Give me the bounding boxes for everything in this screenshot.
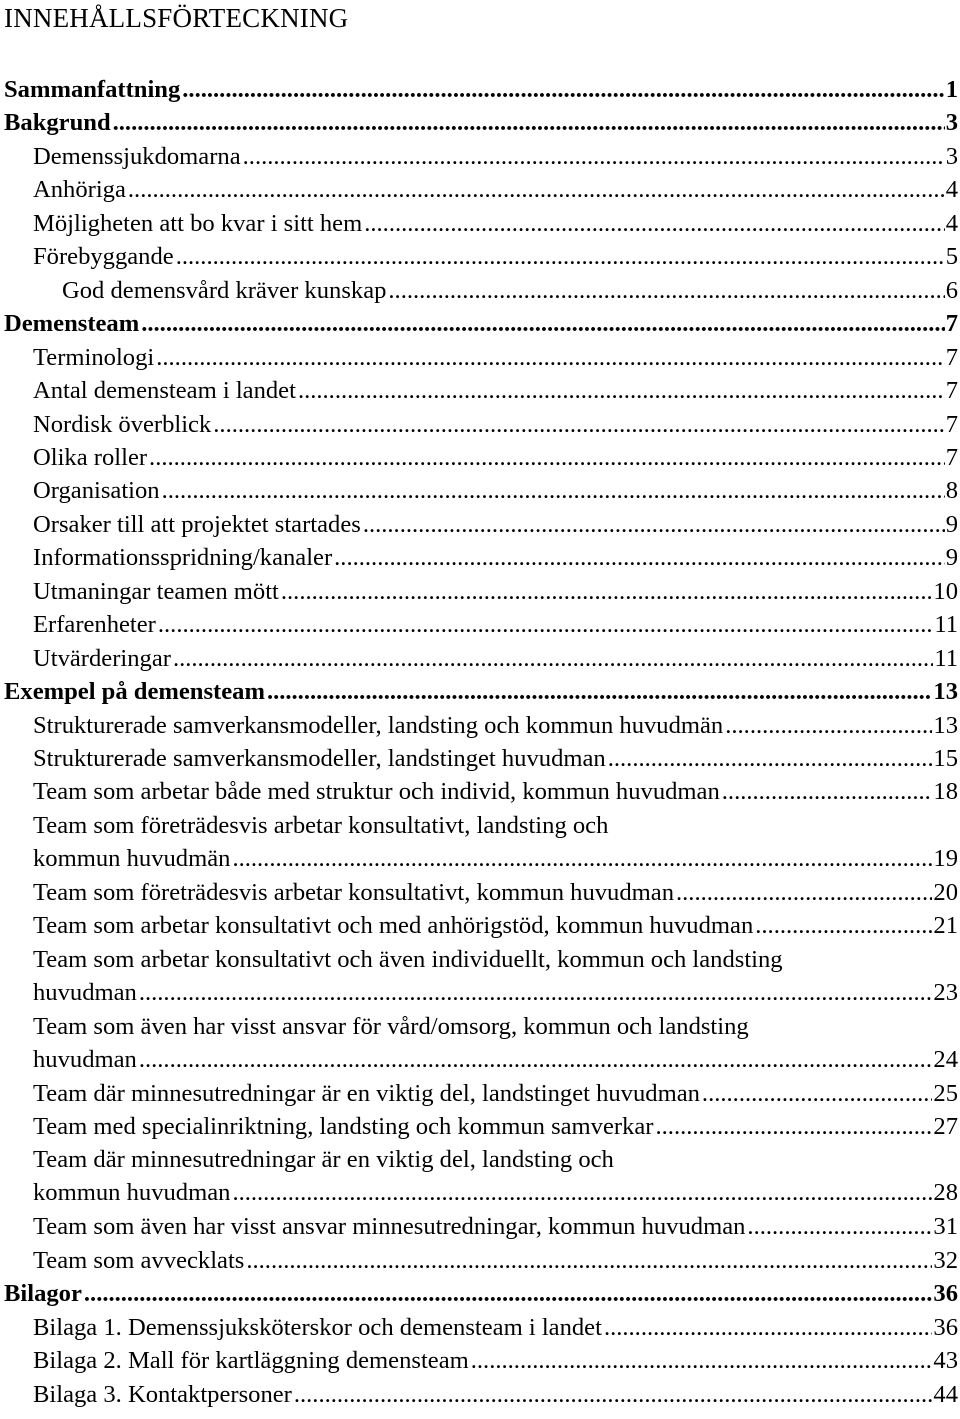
dot-leader [388,274,944,308]
toc-entry-text: huvudman [33,976,139,1010]
toc-entry[interactable] [0,274,958,308]
toc-entry-page: 27 [933,1112,958,1140]
toc-entry[interactable] [0,608,958,642]
toc-entry-text: Team med specialinriktning, landsting och kommun samverkar [33,1110,656,1144]
toc-entry[interactable] [0,1378,958,1412]
toc-entry[interactable] [0,575,958,609]
toc-entry-page: 36 [933,1313,958,1341]
toc-entry[interactable] [0,73,958,107]
toc-entry-text: kommun huvudmän [33,842,232,876]
toc-entry-text: Orsaker till att projektet startades [33,508,363,542]
toc-entry[interactable] [0,207,958,241]
dot-leader [281,575,933,609]
toc-entry-text: Team som arbetar konsultativt och med anhörigstöd, kommun huvudman [33,909,755,943]
dot-leader [267,675,932,709]
toc-entry-page: 7 [945,343,958,371]
toc-entry-page: 19 [933,844,958,872]
toc-entry-page: 32 [933,1246,958,1274]
toc-entry-page: 44 [933,1380,958,1408]
toc-entry[interactable] [0,709,958,743]
toc-entry-text: Informationsspridning/kanaler [33,541,334,575]
toc-entry-text: Demensteam [4,307,141,341]
dot-leader [656,1110,933,1144]
toc-entry-text: Team som företrädesvis arbetar konsultativt, kommun huvudman [33,876,676,910]
dot-leader [232,1176,932,1210]
toc-entry-text: Förebyggande [33,240,176,274]
toc-entry-text: Erfarenheter [33,608,158,642]
toc-entry[interactable] [0,140,958,174]
toc-entry-page: 3 [945,142,958,170]
toc-entry-text: huvudman [33,1043,139,1077]
toc-entry-page: 1 [945,76,958,103]
toc-entry[interactable] [0,909,958,943]
toc-entry-page: 23 [933,978,958,1006]
toc-entry-page: 6 [945,276,958,304]
toc-entry[interactable] [0,1210,958,1244]
dot-leader [141,307,944,341]
toc-entry-page: 11 [934,611,958,639]
toc-entry-text: Utmaningar teamen mött [33,575,281,609]
dot-leader [173,642,933,676]
toc-entry[interactable] [0,742,958,776]
dot-leader [608,742,933,776]
toc-entry[interactable] [0,1077,958,1111]
dot-leader [364,207,944,241]
dot-leader [702,1077,932,1111]
dot-leader [139,1043,933,1077]
toc-entry-page: 7 [945,310,958,338]
dot-leader [755,909,932,943]
toc-entry-text: Strukturerade samverkansmodeller, landsting och kommun huvudmän [33,709,725,743]
dot-leader [158,608,933,642]
toc-entry-page: 8 [945,477,958,505]
toc-entry-page: 9 [945,544,958,572]
toc-entry[interactable] [0,474,958,508]
dot-leader [604,1311,932,1345]
toc-entry-text-line1: Team som även har visst ansvar för vård/omsorg, kommun och landsting [33,1012,749,1040]
toc-entry-text: Terminologi [33,341,156,375]
toc-entry[interactable] [0,1277,958,1311]
toc-entry-text: Team som avvecklats [33,1244,246,1278]
toc-entry-page: 31 [933,1213,958,1241]
toc-entry[interactable] [0,943,958,1010]
toc-entry-page: 21 [933,912,958,940]
toc-entry-text-line1: Team som företrädesvis arbetar konsultativt, landsting och [33,811,609,839]
toc-entry-text: God demensvård kräver kunskap [62,274,388,308]
page-title: INNEHÅLLSFÖRTECKNING [4,3,349,33]
dot-leader [162,474,945,508]
toc-entry-text: Nordisk överblick [33,408,213,442]
dot-leader [722,775,933,809]
toc-entry-page: 4 [945,209,958,237]
toc-entry[interactable] [0,441,958,475]
toc-entry-page: 36 [933,1280,958,1308]
toc-entry[interactable] [0,675,958,709]
dot-leader [246,1244,932,1278]
dot-leader [725,709,932,743]
dot-leader [176,240,945,274]
dot-leader [213,408,944,442]
toc-entry-text: Bilaga 3. Kontaktpersoner [33,1378,294,1412]
toc-entry-text: Exempel på demensteam [4,675,267,709]
dot-leader [243,140,945,174]
dot-leader [149,441,945,475]
toc-entry[interactable] [0,1344,958,1378]
toc-entry-text-line1: Team som arbetar konsultativt och även individuellt, kommun och landsting [33,945,783,973]
toc-entry-page: 13 [933,711,958,739]
toc-entry-page: 43 [933,1347,958,1375]
toc-entry-page: 13 [933,678,958,706]
dot-leader [471,1344,933,1378]
toc-entry-page: 7 [945,377,958,405]
toc-entry-page: 4 [945,176,958,204]
dot-leader [747,1210,932,1244]
toc-entry-page: 3 [945,109,958,137]
toc-entry-page: 11 [934,644,958,672]
dot-leader [334,541,945,575]
toc-entry[interactable] [0,1244,958,1278]
toc-entry-page: 24 [933,1045,958,1073]
toc-entry[interactable] [0,1143,958,1210]
toc-entry-text: Strukturerade samverkansmodeller, landstinget huvudman [33,742,608,776]
toc-entry[interactable] [0,1010,958,1077]
toc-entry[interactable] [0,1311,958,1345]
toc-entry[interactable] [0,408,958,442]
toc-entry[interactable] [0,173,958,207]
toc-entry-text-line1: Team där minnesutredningar är en viktig del, landsting och [33,1146,614,1174]
toc-entry[interactable] [0,876,958,910]
toc-entry-text: Bilaga 1. Demenssjuksköterskor och demensteam i landet [33,1311,604,1345]
dot-leader [113,106,945,140]
toc-entry[interactable] [0,775,958,809]
toc-entry-text: Bilaga 2. Mall för kartläggning demensteam [33,1344,471,1378]
toc-entry-page: 28 [933,1179,958,1207]
toc-entry[interactable] [0,106,958,140]
toc-entry-text: Demenssjukdomarna [33,140,243,174]
toc-entry-page: 10 [933,577,958,605]
toc-entry-page: 18 [933,778,958,806]
toc-entry[interactable] [0,341,958,375]
toc-entry-page: 7 [945,443,958,471]
toc-entry-text: Sammanfattning [4,73,182,107]
dot-leader [156,341,944,375]
toc-entry-text: Team som även har visst ansvar minnesutredningar, kommun huvudman [33,1210,747,1244]
toc-entry[interactable] [0,307,958,341]
dot-leader [84,1277,933,1311]
dot-leader [298,374,945,408]
dot-leader [363,508,945,542]
toc-entry-text: Team som arbetar både med struktur och individ, kommun huvudman [33,775,722,809]
dot-leader [139,976,933,1010]
toc-entry-page: 20 [933,878,958,906]
toc-entry[interactable] [0,541,958,575]
toc-entry-page: 9 [945,510,958,538]
toc-entry-text: Anhöriga [33,173,128,207]
toc-entry-text: Bilagor [4,1277,84,1311]
toc-entry[interactable] [0,809,958,876]
toc-entry-text: Team där minnesutredningar är en viktig del, landstinget huvudman [33,1077,702,1111]
toc-entry-page: 5 [945,243,958,271]
dot-leader [676,876,932,910]
toc-entry-text: Olika roller [33,441,149,475]
toc-entry[interactable] [0,508,958,542]
toc-entry[interactable] [0,642,958,676]
toc-entry-page: 7 [945,410,958,438]
dot-leader [232,842,932,876]
toc-entry-text: kommun huvudman [33,1176,232,1210]
toc-entry-page: 15 [933,745,958,772]
dot-leader [128,173,945,207]
dot-leader [294,1378,933,1412]
toc-entry-text: Utvärderingar [33,642,173,676]
toc-entry[interactable] [0,374,958,408]
toc-entry-page: 25 [933,1079,958,1107]
toc-entry[interactable] [0,1110,958,1144]
toc-entry-text: Bakgrund [4,106,113,140]
toc-entry-text: Antal demensteam i landet [33,374,298,408]
dot-leader [182,73,944,107]
toc-entry[interactable] [0,240,958,274]
toc-entry-text: Möjligheten att bo kvar i sitt hem [33,207,364,241]
toc-entry-text: Organisation [33,474,162,508]
